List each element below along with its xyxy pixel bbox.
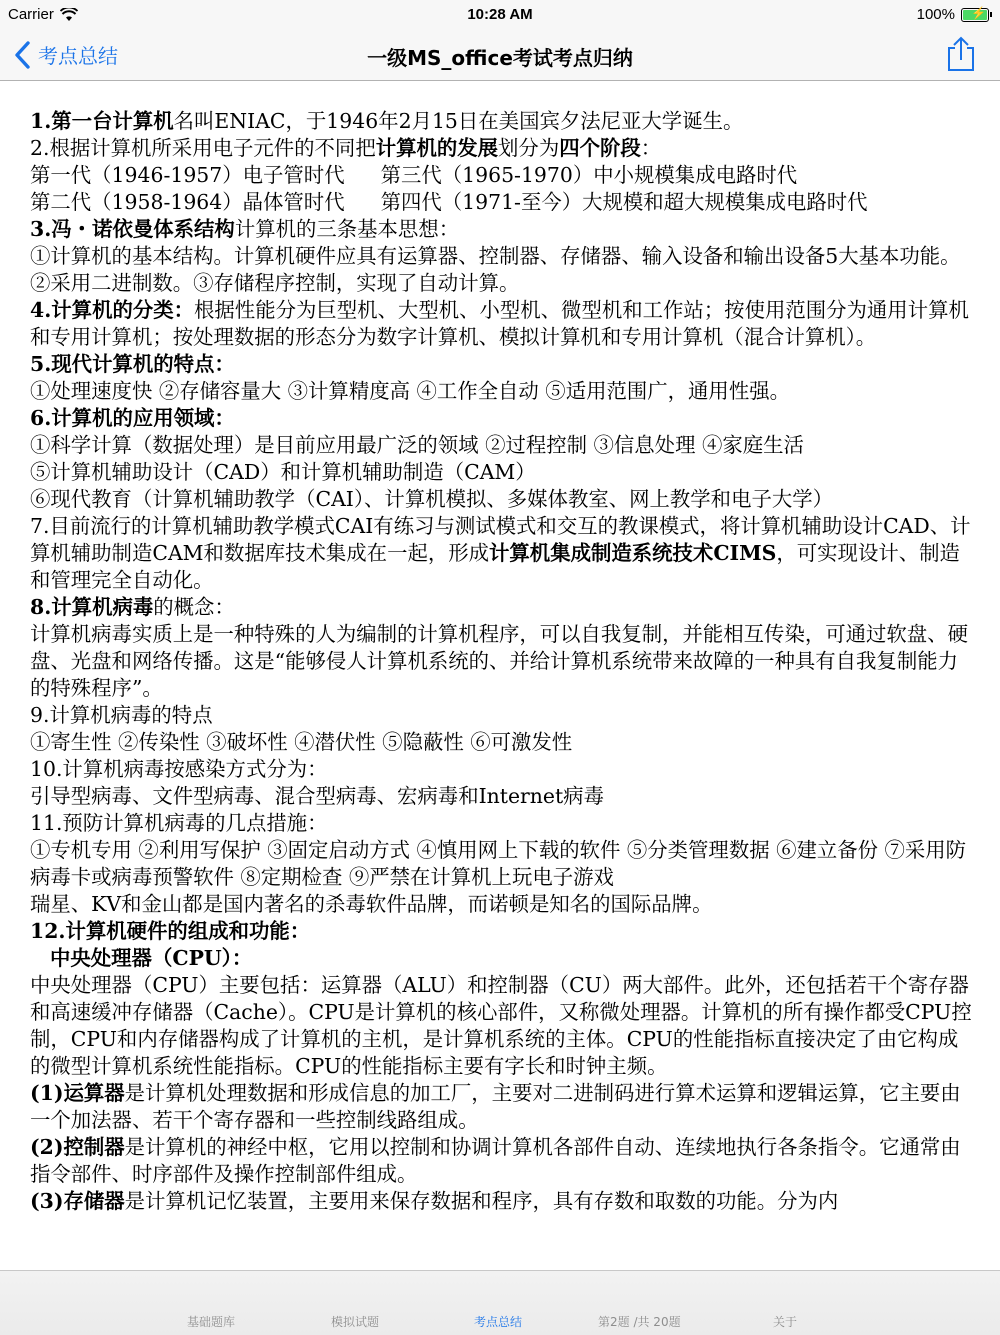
paragraph-6-line-3: ⑥现代教育（计算机辅助教学（CAI）、计算机模拟、多媒体教室、网上教学和电子大学）: [30, 487, 834, 511]
paragraph-3-body: ①计算机的基本结构。计算机硬件应具有运算器、控制器、存储器、输入设备和输出设备5大基本功能。②采用二进制数。③存储程序控制，实现了自动计算。: [30, 244, 961, 295]
tab-basic-questions[interactable]: 基础题库: [187, 1315, 236, 1329]
battery-tip: [990, 12, 992, 17]
paragraph-2: 2.根据计算机所采用电子元件的不同把计算机的发展划分为四个阶段：: [30, 136, 662, 160]
cpu-body: 中央处理器（CPU）主要包括：运算器（ALU）和控制器（CU）两大部件。此外，还包括若干个寄存器和高速缓冲存储器（Cache）。CPU是计算机的核心部件，又称微处理器。计算机的所有操作都受CPU控制，CPU和内存储器构成了计算机的主机，是计算机系统的主体。CPU的性能指标直接决定了由它构成的微型计算机系统性能指标。CPU的性能指标主要有字长和时钟主频。: [30, 973, 972, 1078]
paragraph-8-body: 计算机病毒实质上是一种特殊的人为编制的计算机程序，可以自我复制，并能相互传染，可通过软盘、硬盘、光盘和网络传播。这是“能够侵人计算机系统的、并给计算机系统带来故障的一种具有自我复制能力的特殊程序”。: [30, 622, 968, 700]
paragraph-3: 3.冯・诺依曼体系结构计算机的三条基本思想：: [30, 217, 460, 241]
status-time: 10:28 AM: [467, 6, 533, 23]
paragraph-11: 11.预防计算机病毒的几点措施：: [30, 811, 328, 835]
paragraph-6-line-2: ⑤计算机辅助设计（CAD）和计算机辅助制造（CAM）: [30, 460, 536, 484]
paragraph-5-body: ①处理速度快 ②存储容量大 ③计算精度高 ④工作全自动 ⑤适用范围广，通用性强。: [30, 379, 790, 403]
status-bar: [0, 0, 1000, 30]
share-icon[interactable]: [944, 36, 978, 72]
tab-bar: [0, 1270, 1000, 1335]
paragraph-9-body: ①寄生性 ②传染性 ③破坏性 ④潜伏性 ⑤隐蔽性 ⑥可激发性: [30, 730, 573, 754]
generation-row-2: 第二代（1958-1964）晶体管时代 第四代（1971-至今）大规模和超大规模集成电路时代: [30, 190, 868, 214]
paragraph-8: 8.计算机病毒的概念：: [30, 595, 235, 619]
paragraph-10: 10.计算机病毒按感染方式分为：: [30, 757, 328, 781]
paragraph-11-note: 瑞星、KV和金山都是国内著名的杀毒软件品牌，而诺顿是知名的国际品牌。: [30, 892, 713, 916]
paragraph-11-body: ①专机专用 ②利用写保护 ③固定启动方式 ④慎用网上下载的软件 ⑤分类管理数据 ⑥建立备份 ⑦采用防病毒卡或病毒预警软件 ⑧定期检查 ⑨严禁在计算机上玩电子游戏: [30, 838, 967, 889]
paragraph-6: 6.计算机的应用领域：: [30, 406, 235, 430]
generation-row-1: 第一代（1946-1957）电子管时代 第三代（1965-1970）中小规模集成电路时代: [30, 163, 798, 187]
battery-percent: 100%: [916, 6, 955, 23]
control-unit-paragraph: (2)控制器是计算机的神经中枢，它用以控制和协调计算机各部件自动、连续地执行各条指令。它通常由指令部件、时序部件及操作控制部件组成。: [30, 1135, 961, 1186]
navigation-bar: [0, 30, 1000, 81]
alu-paragraph: (1)运算器是计算机处理数据和形成信息的加工厂，主要对二进制码进行算术运算和逻辑运算，它主要由一个加法器、若干个寄存器和一些控制线路组成。: [30, 1081, 961, 1132]
paragraph-9: 9.计算机病毒的特点: [30, 703, 213, 727]
cpu-heading: 中央处理器（CPU）：: [50, 946, 253, 970]
paragraph-4: 4.计算机的分类：根据性能分为巨型机、大型机、小型机、微型机和工作站；按使用范围分为通用计算机和专用计算机；按处理数据的形态分为数字计算机、模拟计算机和专用计算机（混合计算机）。: [30, 298, 969, 349]
memory-paragraph: (3)存储器是计算机记忆装置，主要用来保存数据和程序，具有存数和取数的功能。分为内: [30, 1189, 839, 1213]
back-button-label: 考点总结: [38, 44, 118, 68]
tab-about[interactable]: 关于: [773, 1315, 798, 1329]
battery-icon: ⚡: [961, 8, 989, 22]
paragraph-1: 1.第一台计算机名叫ENIAC，于1946年2月15日在美国宾夕法尼亚大学诞生。: [30, 109, 744, 133]
paragraph-5: 5.现代计算机的特点：: [30, 352, 235, 376]
paragraph-7: 7.目前流行的计算机辅助教学模式CAI有练习与测试模式和交互的教课模式，将计算机辅助设计CAD、计算机辅助制造CAM和数据库技术集成在一起，形成计算机集成制造系统技术CIMS，可实现设计、制造和管理完全自动化。: [30, 514, 971, 592]
tab-question-counter[interactable]: 第2题 /共 20题: [598, 1315, 681, 1329]
carrier-label: Carrier: [8, 6, 54, 23]
page-title: 一级MS_office考试考点归纳: [367, 46, 633, 70]
tab-key-points[interactable]: 考点总结: [474, 1315, 523, 1329]
paragraph-12: 12.计算机硬件的组成和功能：: [30, 919, 311, 943]
paragraph-10-body: 引导型病毒、文件型病毒、混合型病毒、宏病毒和Internet病毒: [30, 784, 604, 808]
tab-mock-exam[interactable]: 模拟试题: [331, 1315, 380, 1329]
document-content: [30, 108, 975, 1215]
paragraph-6-line-1: ①科学计算（数据处理）是目前应用最广泛的领域 ②过程控制 ③信息处理 ④家庭生活: [30, 433, 804, 457]
status-right: [917, 6, 992, 23]
